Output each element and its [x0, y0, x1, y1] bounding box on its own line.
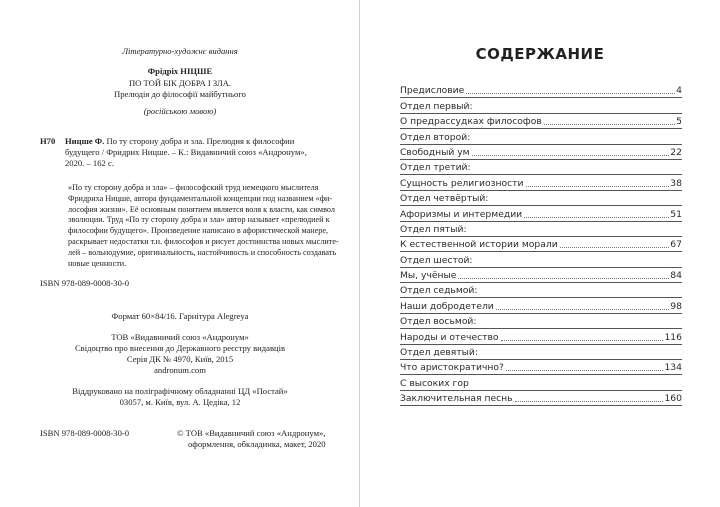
- publisher-line: ТОВ «Видавничий союз «Андронум»: [111, 332, 249, 342]
- printing-line: Віддруковано на поліграфічному обладнанні ЦД «Постай»: [72, 386, 288, 396]
- toc-part-label: [400, 375, 682, 390]
- toc-leader-dots: [560, 247, 670, 248]
- author-name: Фрідріх НІЦШЕ: [147, 66, 213, 76]
- contents-page: [360, 0, 720, 507]
- biblio-line: [65, 158, 307, 169]
- copyright-line1: © ТОВ «Видавничий союз «Андронум»,: [177, 428, 326, 438]
- toc-part-label: [400, 283, 682, 298]
- toc-entry-title: Наши добродетели: [400, 300, 494, 312]
- toc-entry-title: Отдел третий:: [400, 162, 471, 174]
- toc-leader-dots: [472, 155, 670, 156]
- toc-entry-title: Сущность религиозности: [400, 177, 524, 189]
- toc-entry-title: Что аристократично?: [400, 362, 504, 374]
- toc-entry: [400, 360, 682, 375]
- toc-part-label: [400, 160, 682, 175]
- toc-page-number: 116: [664, 331, 682, 343]
- classification-code: Н70: [40, 136, 56, 146]
- toc-part-label: [400, 314, 682, 329]
- toc-entry: [400, 237, 682, 252]
- contents-heading: СОДЕРЖАНИЕ: [475, 45, 605, 63]
- toc-entry: [400, 298, 682, 313]
- toc-page-number: 84: [670, 270, 682, 282]
- book-title-line2: Прелюдія до філософії майбутнього: [114, 89, 246, 99]
- toc-entry-title: Отдел пятый:: [400, 223, 467, 235]
- toc-entry: [400, 268, 682, 283]
- toc-part-label: [400, 191, 682, 206]
- copyright-line2: оформлення, обкладинка, макет, 2020: [188, 439, 326, 449]
- toc-entry-title: С высоких гор: [400, 377, 469, 389]
- toc-part-label: [400, 345, 682, 360]
- publisher-line: Свідоцтво про внесення до Державного реєстру видавців: [74, 343, 286, 353]
- toc-entry-title: Отдел первый:: [400, 100, 473, 112]
- toc-page-number: 98: [670, 300, 682, 312]
- annotation-line: «По ту сторону добра и зла» – философский труд немецкого мыслителя: [68, 183, 319, 192]
- toc-entry-title: Свободный ум: [400, 146, 470, 158]
- annotation-line: лософия жизни». Её основным понятием является воля к власти, как символ: [68, 204, 335, 214]
- toc-entry: [400, 83, 682, 98]
- toc-leader-dots: [544, 124, 675, 125]
- toc-entry-title: К естественной истории морали: [400, 239, 558, 251]
- toc-part-label: [400, 222, 682, 237]
- annotation-line: новые ценности.: [68, 258, 127, 268]
- toc-entry: [400, 391, 682, 406]
- biblio-author: Ницше Ф.: [65, 136, 105, 146]
- annotation-line: философии будущего». Произведение написано в афористической манере,: [68, 226, 329, 236]
- toc-entry-title: О предрассудках философов: [400, 116, 542, 128]
- toc-entry: [400, 329, 682, 344]
- toc-entry-title: Афоризмы и интермедии: [400, 208, 523, 220]
- toc-part-label: [400, 98, 682, 113]
- isbn-top: ISBN 978-089-0008-30-0: [40, 278, 130, 288]
- table-of-contents: [400, 83, 682, 406]
- toc-page-number: 160: [664, 393, 682, 405]
- annotation-line: Фридриха Ницше, автора фундаментальной концепции под названием «фи-: [68, 193, 333, 203]
- biblio-line: [65, 136, 307, 147]
- toc-entry-title: Отдел второй:: [400, 131, 471, 143]
- toc-entry: [400, 206, 682, 221]
- series-line: Літературно-художнє видання: [122, 46, 238, 56]
- toc-leader-dots: [524, 217, 669, 218]
- annotation-line: лей – вольнодумие, оригинальность, настойчивость и способность создавать: [68, 247, 337, 257]
- toc-entry-title: Отдел девятый:: [400, 347, 478, 359]
- toc-entry-title: Заключительная песнь: [400, 393, 513, 405]
- toc-leader-dots: [526, 186, 670, 187]
- annotation: [68, 183, 339, 269]
- annotation-line: раскрывает недостатки т.н. философов и рисует достоинства новых мыслите-: [68, 236, 339, 246]
- toc-leader-dots: [501, 340, 664, 341]
- toc-page-number: 51: [670, 208, 682, 220]
- toc-leader-dots: [515, 401, 664, 402]
- toc-entry: [400, 175, 682, 190]
- toc-part-label: [400, 129, 682, 144]
- toc-leader-dots: [466, 93, 675, 94]
- language-note: (російською мовою): [143, 106, 217, 116]
- biblio-text: 2020. – 162 с.: [65, 157, 114, 168]
- isbn-bottom: ISBN 978-089-0008-30-0: [40, 428, 130, 438]
- format-line: Формат 60×84/16. Гарнітура Alegreya: [111, 311, 249, 321]
- biblio-text: По ту сторону добра и зла. Прелюдия к философии: [104, 136, 295, 146]
- toc-entry: [400, 145, 682, 160]
- toc-entry-title: Предисловие: [400, 85, 465, 97]
- book-title-line1: ПО ТОЙ БІК ДОБРА І ЗЛА.: [128, 78, 232, 88]
- toc-entry-title: Народы и отечество: [400, 331, 499, 343]
- toc-page-number: 38: [670, 177, 682, 189]
- toc-page-number: 5: [676, 116, 682, 128]
- publisher-website: andronum.com: [154, 365, 206, 375]
- biblio-line: [65, 147, 307, 158]
- toc-leader-dots: [496, 309, 670, 310]
- toc-entry-title: Отдел восьмой:: [400, 316, 477, 328]
- publisher-line: Серія ДК № 4970, Київ, 2015: [126, 354, 234, 364]
- toc-leader-dots: [458, 278, 669, 279]
- toc-page-number: 134: [664, 362, 682, 374]
- imprint-page: [0, 0, 359, 507]
- toc-page-number: 22: [670, 146, 682, 158]
- toc-page-number: 4: [676, 85, 682, 97]
- biblio-text: будущего / Фридрих Ницше. – К.: Видавничий союз «Андронум»,: [65, 146, 307, 157]
- toc-page-number: 67: [670, 239, 682, 251]
- toc-leader-dots: [506, 370, 664, 371]
- toc-entry-title: Отдел четвёртый:: [400, 193, 489, 205]
- toc-entry-title: Мы, учёные: [400, 270, 457, 282]
- toc-entry: [400, 114, 682, 129]
- annotation-line: эволюции. Труд «По ту сторону добра и зла» автор называет «прелюдией к: [68, 215, 330, 225]
- toc-entry-title: Отдел седьмой:: [400, 285, 478, 297]
- toc-part-label: [400, 252, 682, 267]
- printing-address: 03057, м. Київ, вул. А. Цедіка, 12: [119, 397, 241, 407]
- toc-entry-title: Отдел шестой:: [400, 254, 473, 266]
- bibliographic-record: [65, 136, 307, 168]
